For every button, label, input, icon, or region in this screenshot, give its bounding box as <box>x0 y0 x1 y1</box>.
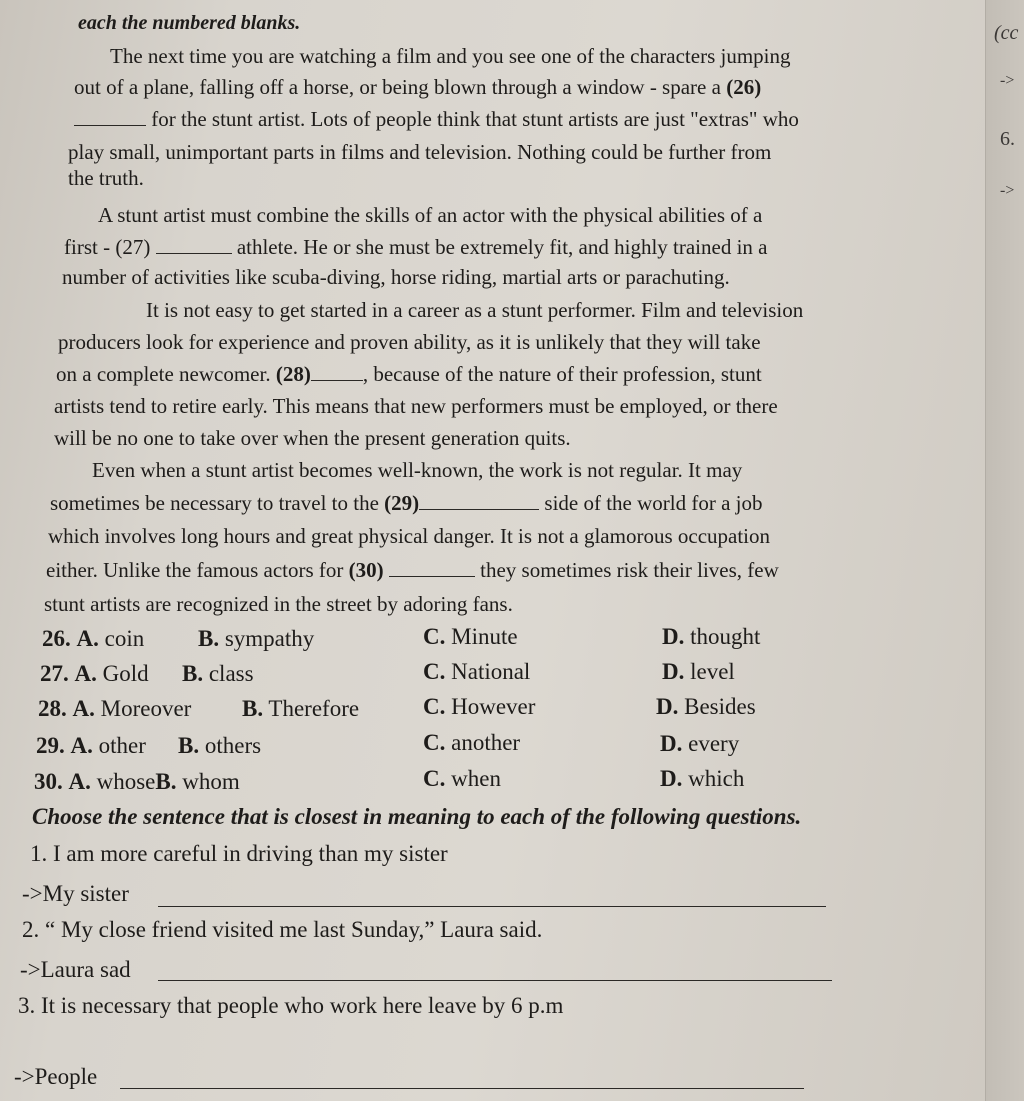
question-number: 27. A. Gold <box>40 661 149 686</box>
question-number: 29. A. other <box>36 733 146 758</box>
rewrite-prompt: ->Laura sad <box>20 957 131 982</box>
option-d: D. thought <box>662 624 761 649</box>
passage-line: the truth. <box>68 166 144 190</box>
margin-arrow: -> <box>1000 72 1015 89</box>
rewrite-sentence: 1. I am more careful in driving than my sister <box>30 841 448 866</box>
passage-line: artists tend to retire early. This means that new performers must be employed, or there <box>54 394 778 418</box>
option-d: D. Besides <box>656 694 756 719</box>
instruction-top: each the numbered blanks. <box>78 12 301 34</box>
rewrite-sentence: 3. It is necessary that people who work here leave by 6 p.m <box>18 993 564 1018</box>
option-c: C. when <box>423 766 501 791</box>
passage-line: will be no one to take over when the present generation quits. <box>54 426 571 450</box>
passage-line: first - (27) athlete. He or she must be extremely fit, and highly trained in a <box>64 235 768 259</box>
passage-line: on a complete newcomer. (28) , because of the nature of their profession, stunt <box>56 362 762 386</box>
blank-29-line <box>419 509 539 510</box>
passage-line: for the stunt artist. Lots of people think that stunt artists are just "extras" who <box>74 107 799 132</box>
passage-line: It is not easy to get started in a career as a stunt performer. Film and television <box>146 298 804 322</box>
next-page-margin <box>985 0 1024 1101</box>
passage-line: producers look for experience and proven ability, as it is unlikely that they will take <box>58 330 761 354</box>
blank-26-line <box>74 125 146 126</box>
margin-arrow: -> <box>1000 182 1015 199</box>
passage-line: sometimes be necessary to travel to the (29) side of the world for a job <box>50 491 763 515</box>
option-b: B. Therefore <box>242 696 360 721</box>
option-d: D. every <box>660 731 740 756</box>
passage-line: which involves long hours and great physical danger. It is not a glamorous occupation <box>48 524 771 548</box>
rewrite-sentence: 2. “ My close friend visited me last Sunday,” Laura said. <box>22 917 543 942</box>
blank-29-number: (29) <box>384 491 420 515</box>
question-number: 28. A. Moreover <box>38 696 192 721</box>
option-d: D. which <box>660 766 745 791</box>
option-c: C. However <box>423 694 536 719</box>
margin-text: (cc <box>994 22 1019 44</box>
question-number: 30. A. whoseB. whom <box>34 769 240 794</box>
answer-line[interactable] <box>158 906 826 907</box>
option-c: C. Minute <box>423 624 518 649</box>
section-instruction: Choose the sentence that is closest in meaning to each of the following questions. <box>32 804 802 829</box>
passage-line: play small, unimportant parts in films and television. Nothing could be further from <box>68 140 772 164</box>
answer-line[interactable] <box>120 1088 804 1089</box>
option-c: C. another <box>423 730 521 755</box>
passage-line: either. Unlike the famous actors for (30) they sometimes risk their lives, few <box>46 558 779 582</box>
blank-30-number: (30) <box>348 558 384 582</box>
rewrite-prompt: ->My sister <box>22 881 129 906</box>
margin-number: 6. <box>1000 128 1015 150</box>
blank-28-number: (28) <box>275 362 311 386</box>
question-number: 26. A. coin <box>42 626 145 651</box>
blank-27-line <box>156 253 232 254</box>
rewrite-prompt: ->People <box>14 1064 98 1089</box>
answer-line[interactable] <box>158 980 832 981</box>
passage-line: The next time you are watching a film and you see one of the characters jumping <box>110 44 791 68</box>
passage-line: out of a plane, falling off a horse, or being blown through a window - spare a (26) <box>74 75 762 99</box>
passage-line: A stunt artist must combine the skills of an actor with the physical abilities of a <box>98 203 763 227</box>
option-d: D. level <box>662 659 735 684</box>
option-b: B. class <box>182 661 254 686</box>
blank-28-line <box>311 380 363 381</box>
passage-line: number of activities like scuba-diving, horse riding, martial arts or parachuting. <box>62 265 730 289</box>
option-c: C. National <box>423 659 531 684</box>
passage-line: Even when a stunt artist becomes well-known, the work is not regular. It may <box>92 458 743 482</box>
blank-26-number: (26) <box>726 75 762 99</box>
blank-30-line <box>389 576 475 577</box>
option-b: B. others <box>178 733 262 758</box>
passage-line: stunt artists are recognized in the street by adoring fans. <box>44 592 513 616</box>
option-b: B. sympathy <box>198 626 315 651</box>
